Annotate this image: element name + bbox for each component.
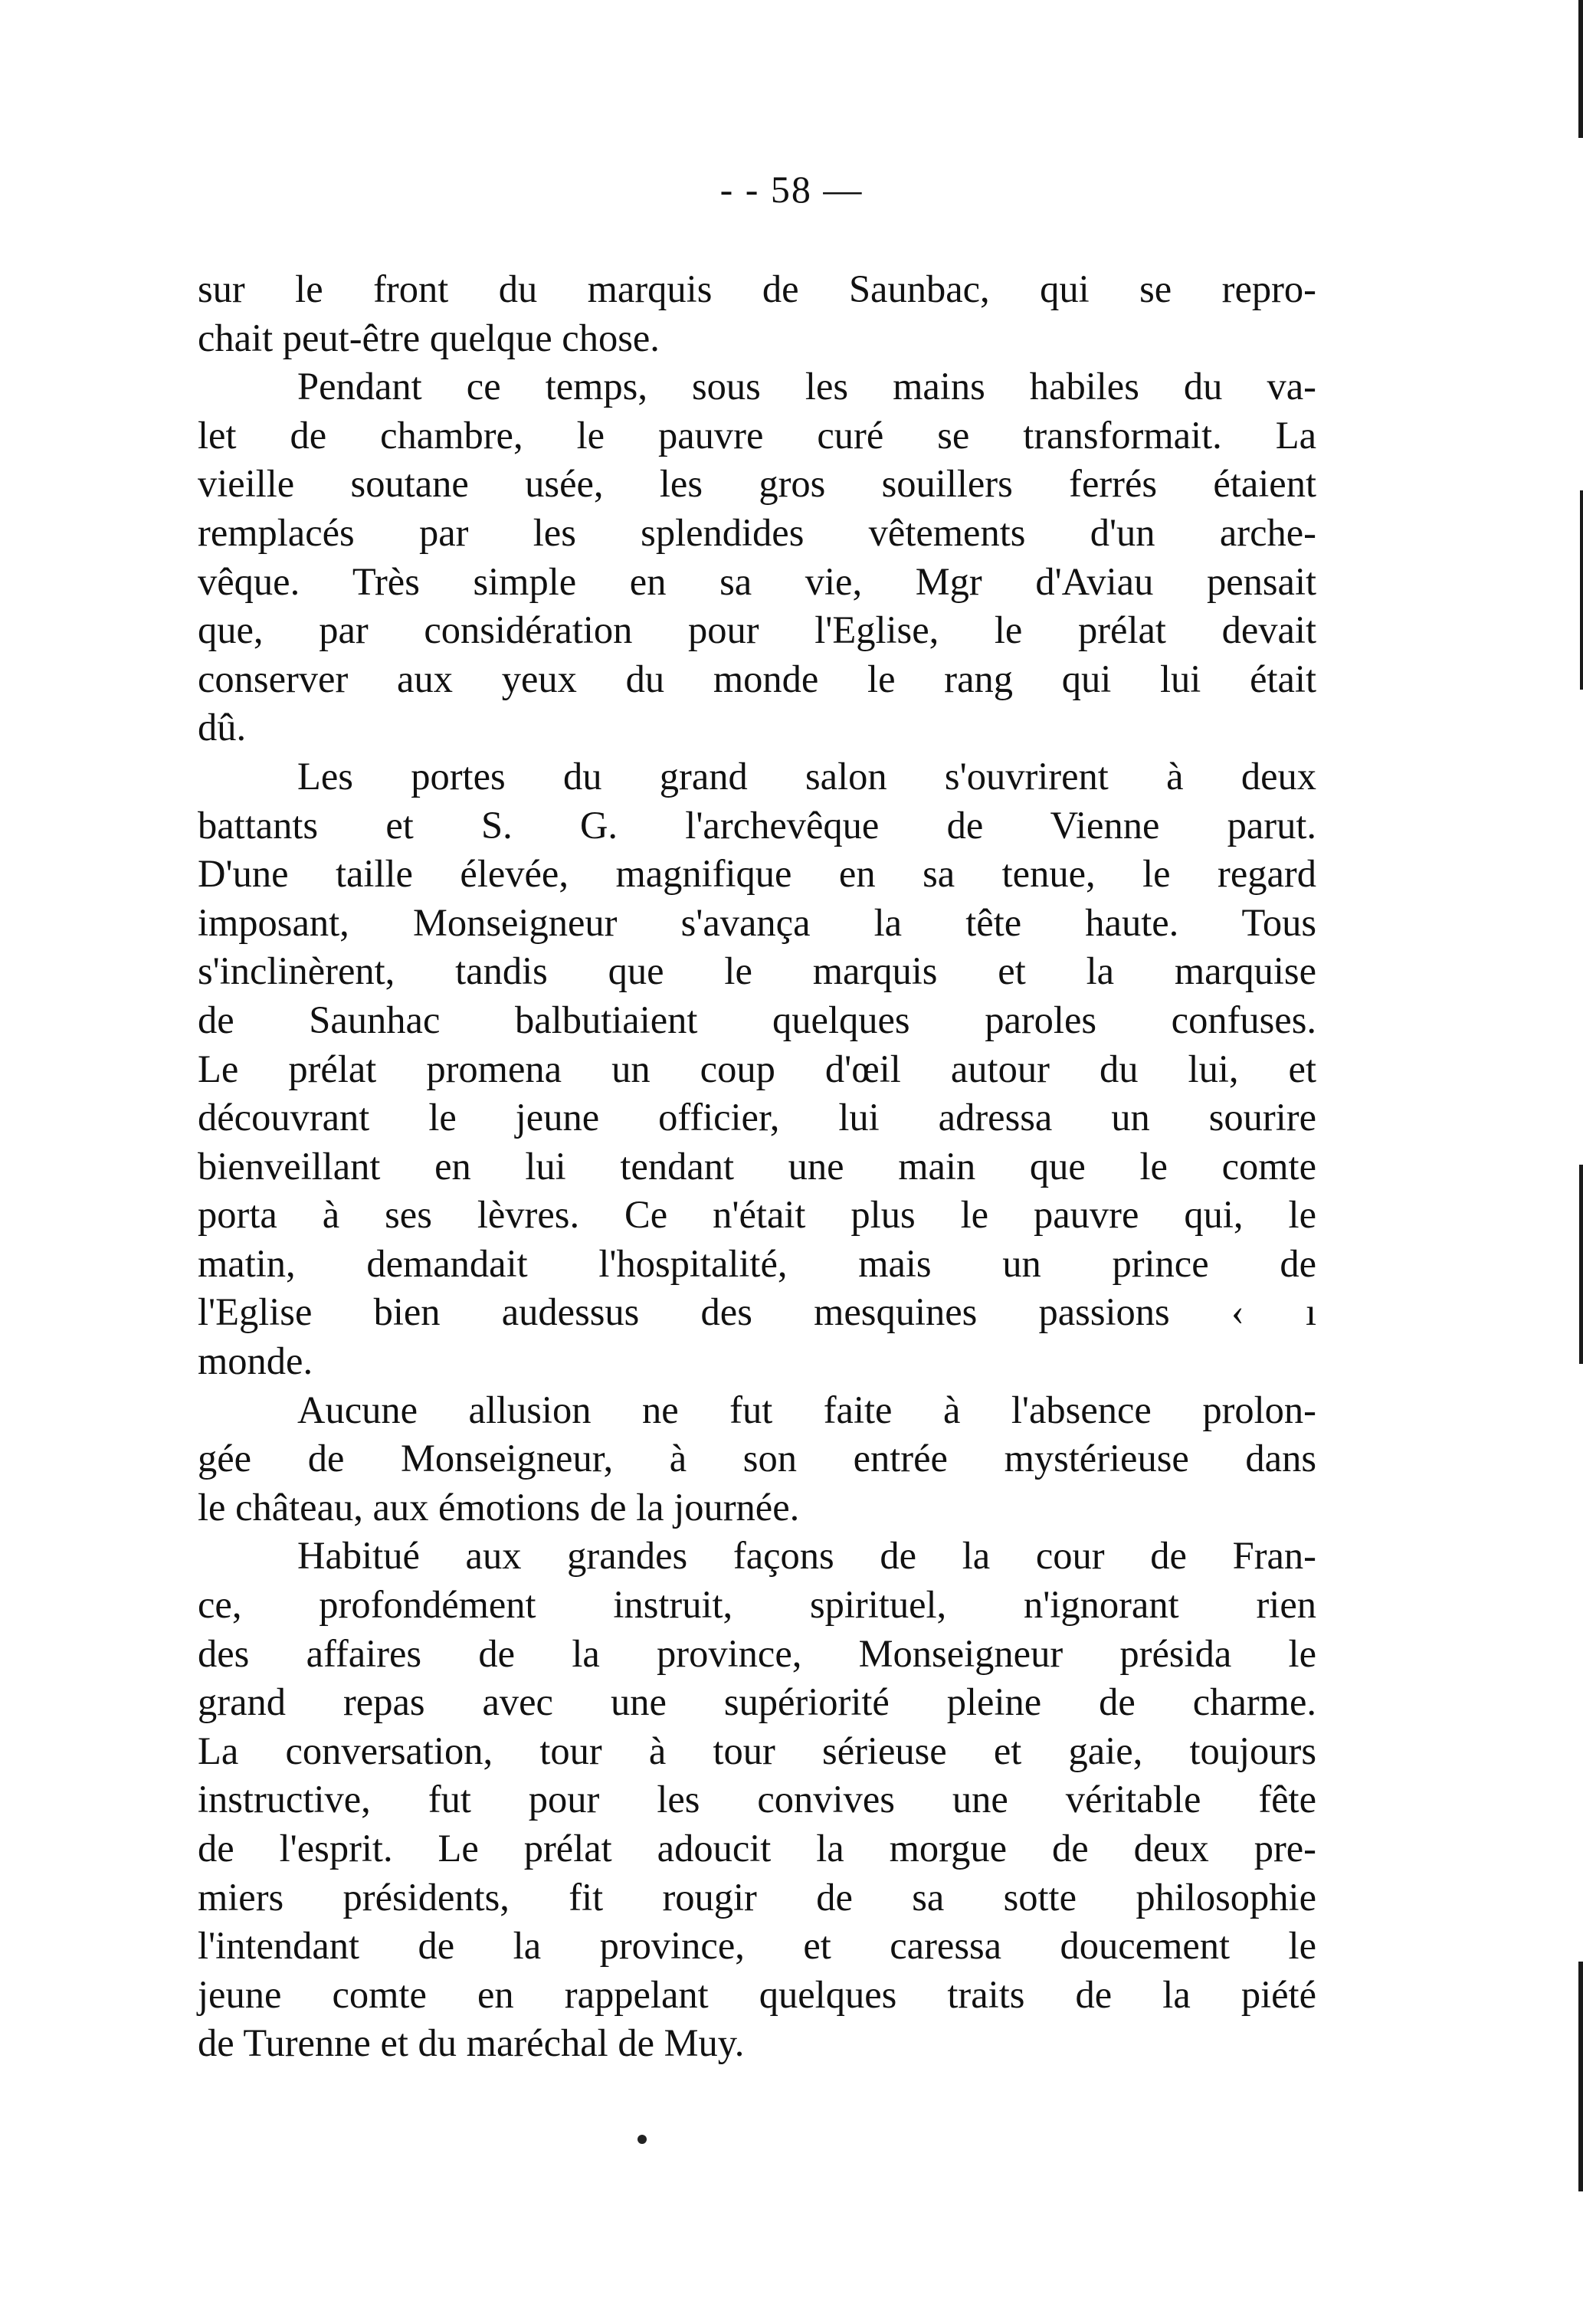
page-number: - - 58 — <box>719 168 864 211</box>
text-line: s'inclinèrent, tandis que le marquis et la marquise <box>198 949 1316 993</box>
text-line: Aucune allusion ne fut faite à l'absence prolon- <box>297 1388 1316 1431</box>
scan-edge-middle <box>1580 490 1583 690</box>
text-line: matin, demandait l'hospitalité, mais un prince de <box>198 1241 1316 1285</box>
page-text <box>198 265 1316 2068</box>
scan-edge-top <box>1578 0 1583 138</box>
ink-dot <box>637 2135 647 2144</box>
text-line: miers présidents, fit rougir de sa sotte philosophie <box>198 1875 1316 1919</box>
paragraph <box>198 1532 1316 2068</box>
text-line: ce, profondément instruit, spirituel, n'ignorant rien <box>198 1583 1316 1627</box>
scan-edge-lower <box>1579 1165 1583 1364</box>
text-line: l'Eglise bien audessus des mesquines passions ‹ ı <box>198 1290 1316 1334</box>
text-line: imposant, Monseigneur s'avança la tête haute. Tous <box>198 900 1316 944</box>
text-line: remplacés par les splendides vêtements d'un arche- <box>198 510 1316 554</box>
paragraph <box>198 265 1316 362</box>
text-line: grand repas avec une supériorité pleine de charme. <box>198 1680 1316 1724</box>
text-line: gée de Monseigneur, à son entrée mystérieuse dans <box>198 1437 1316 1480</box>
text-line: découvrant le jeune officier, lui adressa un sourire <box>198 1096 1316 1139</box>
text-line: que, par considération pour l'Eglise, le prélat devait <box>198 608 1316 652</box>
paragraph <box>198 752 1316 1386</box>
text-line: l'intendant de la province, et caressa doucement le <box>198 1924 1316 1968</box>
text-line: jeune comte en rappelant quelques traits de la piété <box>198 1972 1316 2016</box>
scan-edge-bottom <box>1578 1962 1583 2191</box>
text-line: de Saunhac balbutiaient quelques paroles confuses. <box>198 998 1316 1041</box>
text-line: de l'esprit. Le prélat adoucit la morgue de deux pre- <box>198 1827 1316 1870</box>
text-line: Les portes du grand salon s'ouvrirent à deux <box>297 754 1316 798</box>
text-line: monde. <box>198 1339 313 1383</box>
text-line: vêque. Très simple en sa vie, Mgr d'Aviau pensait <box>198 559 1316 603</box>
text-line: La conversation, tour à tour sérieuse et gaie, toujours <box>198 1729 1316 1772</box>
text-line: bienveillant en lui tendant une main que le comte <box>198 1144 1316 1188</box>
text-line: conserver aux yeux du monde le rang qui lui était <box>198 657 1316 700</box>
text-line: dû. <box>198 706 247 749</box>
text-line: D'une taille élevée, magnifique en sa tenue, le regard <box>198 852 1316 896</box>
text-line: chait peut-être quelque chose. <box>198 316 660 359</box>
text-line: let de chambre, le pauvre curé se transformait. La <box>198 413 1316 457</box>
text-line: Habitué aux grandes façons de la cour de Fran- <box>297 1534 1316 1578</box>
text-line: instructive, fut pour les convives une véritable fête <box>198 1778 1316 1821</box>
paragraph <box>198 1386 1316 1532</box>
text-line: porta à ses lèvres. Ce n'était plus le pauvre qui, le <box>198 1193 1316 1237</box>
text-line: des affaires de la province, Monseigneur présida le <box>198 1631 1316 1675</box>
text-line: de Turenne et du maréchal de Muy. <box>198 2021 745 2065</box>
text-line: Le prélat promena un coup d'œil autour du lui, et <box>198 1047 1316 1090</box>
text-line: sur le front du marquis de Saunbac, qui se repro- <box>198 267 1316 310</box>
text-line: battants et S. G. l'archevêque de Vienne parut. <box>198 803 1316 847</box>
text-line: Pendant ce temps, sous les mains habiles du va- <box>297 365 1316 408</box>
paragraph <box>198 362 1316 752</box>
text-line: vieille soutane usée, les gros souillers ferrés étaient <box>198 462 1316 506</box>
text-line: le château, aux émotions de la journée. <box>198 1485 800 1529</box>
